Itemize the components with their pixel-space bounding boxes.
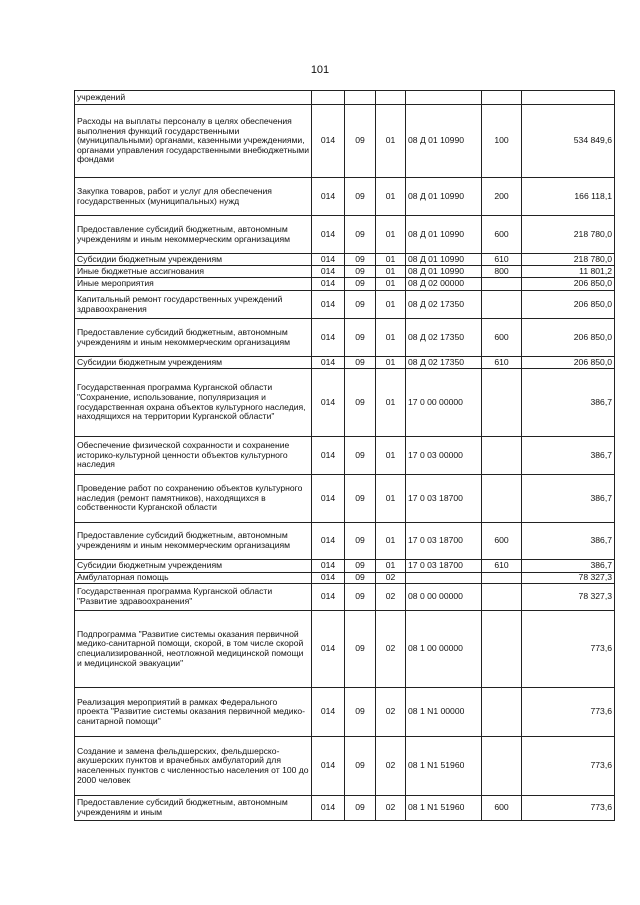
table-row <box>75 688 615 737</box>
amount: 166 118,1 <box>522 178 615 216</box>
row-name: Создание и замена фельдшерских, фельдшерско-акушерских пунктов и врачебных амбулаторий для населенных пунктов с численностью населения от 100 до 2000 человек <box>75 737 312 796</box>
row-name: Расходы на выплаты персоналу в целях обеспечения выполнения функций государственными (муниципальными) органами, казенными учреждениями, органами управления государственными внебюджетными фондами <box>75 105 312 178</box>
table-row <box>75 291 615 319</box>
section-code: 09 <box>345 278 376 291</box>
ministry-code: 014 <box>312 688 345 737</box>
row-name: Субсидии бюджетным учреждениям <box>75 560 312 573</box>
expense-type-code <box>482 611 522 688</box>
expense-type-code <box>482 91 522 105</box>
ministry-code: 014 <box>312 369 345 437</box>
subsection-code: 01 <box>376 357 406 369</box>
program-code: 08 1 N1 00000 <box>406 688 482 737</box>
table-row <box>75 319 615 357</box>
subsection-code <box>376 91 406 105</box>
amount: 386,7 <box>522 523 615 560</box>
expense-type-code <box>482 278 522 291</box>
amount: 386,7 <box>522 560 615 573</box>
subsection-code: 01 <box>376 437 406 475</box>
subsection-code: 01 <box>376 105 406 178</box>
expense-type-code <box>482 291 522 319</box>
ministry-code: 014 <box>312 611 345 688</box>
subsection-code: 02 <box>376 584 406 611</box>
expense-type-code: 610 <box>482 560 522 573</box>
subsection-code: 01 <box>376 291 406 319</box>
ministry-code: 014 <box>312 178 345 216</box>
expense-type-code <box>482 437 522 475</box>
ministry-code: 014 <box>312 291 345 319</box>
subsection-code: 01 <box>376 216 406 254</box>
expense-type-code <box>482 573 522 584</box>
budget-table <box>74 90 615 821</box>
table-row <box>75 573 615 584</box>
table-row <box>75 278 615 291</box>
ministry-code: 014 <box>312 475 345 523</box>
ministry-code: 014 <box>312 357 345 369</box>
expense-type-code: 200 <box>482 178 522 216</box>
ministry-code <box>312 91 345 105</box>
row-name: Амбулаторная помощь <box>75 573 312 584</box>
row-name: Предоставление субсидий бюджетным, автономным учреждениям и иным <box>75 796 312 821</box>
program-code: 17 0 03 18700 <box>406 560 482 573</box>
section-code: 09 <box>345 796 376 821</box>
table-row <box>75 475 615 523</box>
table-row <box>75 523 615 560</box>
ministry-code: 014 <box>312 437 345 475</box>
table-row <box>75 105 615 178</box>
table-row <box>75 560 615 573</box>
section-code: 09 <box>345 357 376 369</box>
program-code: 08 Д 01 10990 <box>406 178 482 216</box>
ministry-code: 014 <box>312 584 345 611</box>
row-name: Иные мероприятия <box>75 278 312 291</box>
table-row <box>75 266 615 278</box>
section-code: 09 <box>345 178 376 216</box>
section-code: 09 <box>345 254 376 266</box>
expense-type-code: 800 <box>482 266 522 278</box>
table-row <box>75 369 615 437</box>
expense-type-code <box>482 369 522 437</box>
amount: 773,6 <box>522 737 615 796</box>
table-row <box>75 254 615 266</box>
row-name: Государственная программа Курганской области "Сохранение, использование, популяризация и государственная охрана объектов культурного наследия, находящихся на территории Курганской области" <box>75 369 312 437</box>
program-code: 17 0 03 18700 <box>406 475 482 523</box>
row-name: Закупка товаров, работ и услуг для обеспечения государственных (муниципальных) нужд <box>75 178 312 216</box>
amount: 773,6 <box>522 796 615 821</box>
section-code <box>345 91 376 105</box>
amount: 773,6 <box>522 688 615 737</box>
row-name: учреждений <box>75 91 312 105</box>
row-name: Предоставление субсидий бюджетным, автономным учреждениям и иным некоммерческим организациям <box>75 216 312 254</box>
subsection-code: 01 <box>376 178 406 216</box>
program-code: 08 Д 02 17350 <box>406 357 482 369</box>
program-code <box>406 573 482 584</box>
program-code: 08 1 N1 51960 <box>406 796 482 821</box>
program-code: 08 1 00 00000 <box>406 611 482 688</box>
ministry-code: 014 <box>312 254 345 266</box>
subsection-code: 01 <box>376 266 406 278</box>
expense-type-code <box>482 475 522 523</box>
subsection-code: 02 <box>376 573 406 584</box>
row-name: Субсидии бюджетным учреждениям <box>75 357 312 369</box>
expense-type-code <box>482 688 522 737</box>
expense-type-code <box>482 584 522 611</box>
row-name: Обеспечение физической сохранности и сохранение историко-культурной ценности объектов культурного наследия <box>75 437 312 475</box>
row-name: Предоставление субсидий бюджетным, автономным учреждениям и иным некоммерческим организациям <box>75 319 312 357</box>
ministry-code: 014 <box>312 105 345 178</box>
table-row <box>75 357 615 369</box>
ministry-code: 014 <box>312 216 345 254</box>
ministry-code: 014 <box>312 796 345 821</box>
amount: 78 327,3 <box>522 573 615 584</box>
section-code: 09 <box>345 688 376 737</box>
page-number: 101 <box>310 64 330 76</box>
section-code: 09 <box>345 266 376 278</box>
expense-type-code: 610 <box>482 357 522 369</box>
subsection-code: 01 <box>376 369 406 437</box>
amount: 386,7 <box>522 475 615 523</box>
amount: 206 850,0 <box>522 357 615 369</box>
amount: 386,7 <box>522 437 615 475</box>
row-name: Реализация мероприятий в рамках Федерального проекта "Развитие системы оказания первичной медико-санитарной помощи" <box>75 688 312 737</box>
program-code: 08 Д 01 10990 <box>406 266 482 278</box>
row-name: Иные бюджетные ассигнования <box>75 266 312 278</box>
row-name: Капитальный ремонт государственных учреждений здравоохранения <box>75 291 312 319</box>
program-code: 08 1 N1 51960 <box>406 737 482 796</box>
row-name: Субсидии бюджетным учреждениям <box>75 254 312 266</box>
section-code: 09 <box>345 611 376 688</box>
subsection-code: 01 <box>376 560 406 573</box>
amount: 78 327,3 <box>522 584 615 611</box>
amount: 386,7 <box>522 369 615 437</box>
subsection-code: 02 <box>376 737 406 796</box>
program-code: 17 0 03 18700 <box>406 523 482 560</box>
row-name: Подпрограмма "Развитие системы оказания первичной медико-санитарной помощи, скорой, в том числе скорой специализированной, неотложной медицинской помощи и медицинской эвакуации" <box>75 611 312 688</box>
amount: 11 801,2 <box>522 266 615 278</box>
ministry-code: 014 <box>312 278 345 291</box>
section-code: 09 <box>345 573 376 584</box>
row-name: Проведение работ по сохранению объектов культурного наследия (ремонт памятников), находящихся в собственности Курганской области <box>75 475 312 523</box>
amount <box>522 91 615 105</box>
table-row <box>75 611 615 688</box>
subsection-code: 02 <box>376 611 406 688</box>
table-row <box>75 178 615 216</box>
amount: 218 780,0 <box>522 254 615 266</box>
expense-type-code <box>482 737 522 796</box>
section-code: 09 <box>345 737 376 796</box>
subsection-code: 01 <box>376 254 406 266</box>
program-code: 17 0 00 00000 <box>406 369 482 437</box>
section-code: 09 <box>345 523 376 560</box>
ministry-code: 014 <box>312 737 345 796</box>
amount: 773,6 <box>522 611 615 688</box>
program-code <box>406 91 482 105</box>
section-code: 09 <box>345 584 376 611</box>
program-code: 17 0 03 00000 <box>406 437 482 475</box>
section-code: 09 <box>345 216 376 254</box>
table-row <box>75 737 615 796</box>
row-name: Предоставление субсидий бюджетным, автономным учреждениям и иным некоммерческим организациям <box>75 523 312 560</box>
program-code: 08 Д 02 17350 <box>406 291 482 319</box>
subsection-code: 02 <box>376 688 406 737</box>
program-code: 08 Д 02 17350 <box>406 319 482 357</box>
expense-type-code: 600 <box>482 523 522 560</box>
subsection-code: 01 <box>376 278 406 291</box>
program-code: 08 0 00 00000 <box>406 584 482 611</box>
section-code: 09 <box>345 319 376 357</box>
subsection-code: 01 <box>376 523 406 560</box>
amount: 206 850,0 <box>522 278 615 291</box>
program-code: 08 Д 01 10990 <box>406 254 482 266</box>
section-code: 09 <box>345 475 376 523</box>
expense-type-code: 600 <box>482 216 522 254</box>
section-code: 09 <box>345 560 376 573</box>
ministry-code: 014 <box>312 560 345 573</box>
section-code: 09 <box>345 437 376 475</box>
ministry-code: 014 <box>312 573 345 584</box>
program-code: 08 Д 02 00000 <box>406 278 482 291</box>
subsection-code: 02 <box>376 796 406 821</box>
section-code: 09 <box>345 105 376 178</box>
table-row <box>75 584 615 611</box>
amount: 534 849,6 <box>522 105 615 178</box>
expense-type-code: 100 <box>482 105 522 178</box>
expense-type-code: 600 <box>482 319 522 357</box>
subsection-code: 01 <box>376 319 406 357</box>
program-code: 08 Д 01 10990 <box>406 216 482 254</box>
section-code: 09 <box>345 291 376 319</box>
amount: 206 850,0 <box>522 291 615 319</box>
ministry-code: 014 <box>312 319 345 357</box>
amount: 206 850,0 <box>522 319 615 357</box>
expense-type-code: 610 <box>482 254 522 266</box>
table-row <box>75 796 615 821</box>
table-row <box>75 437 615 475</box>
amount: 218 780,0 <box>522 216 615 254</box>
section-code: 09 <box>345 369 376 437</box>
ministry-code: 014 <box>312 266 345 278</box>
table-row <box>75 91 615 105</box>
row-name: Государственная программа Курганской области "Развитие здравоохранения" <box>75 584 312 611</box>
expense-type-code: 600 <box>482 796 522 821</box>
program-code: 08 Д 01 10990 <box>406 105 482 178</box>
table-row <box>75 216 615 254</box>
subsection-code: 01 <box>376 475 406 523</box>
ministry-code: 014 <box>312 523 345 560</box>
